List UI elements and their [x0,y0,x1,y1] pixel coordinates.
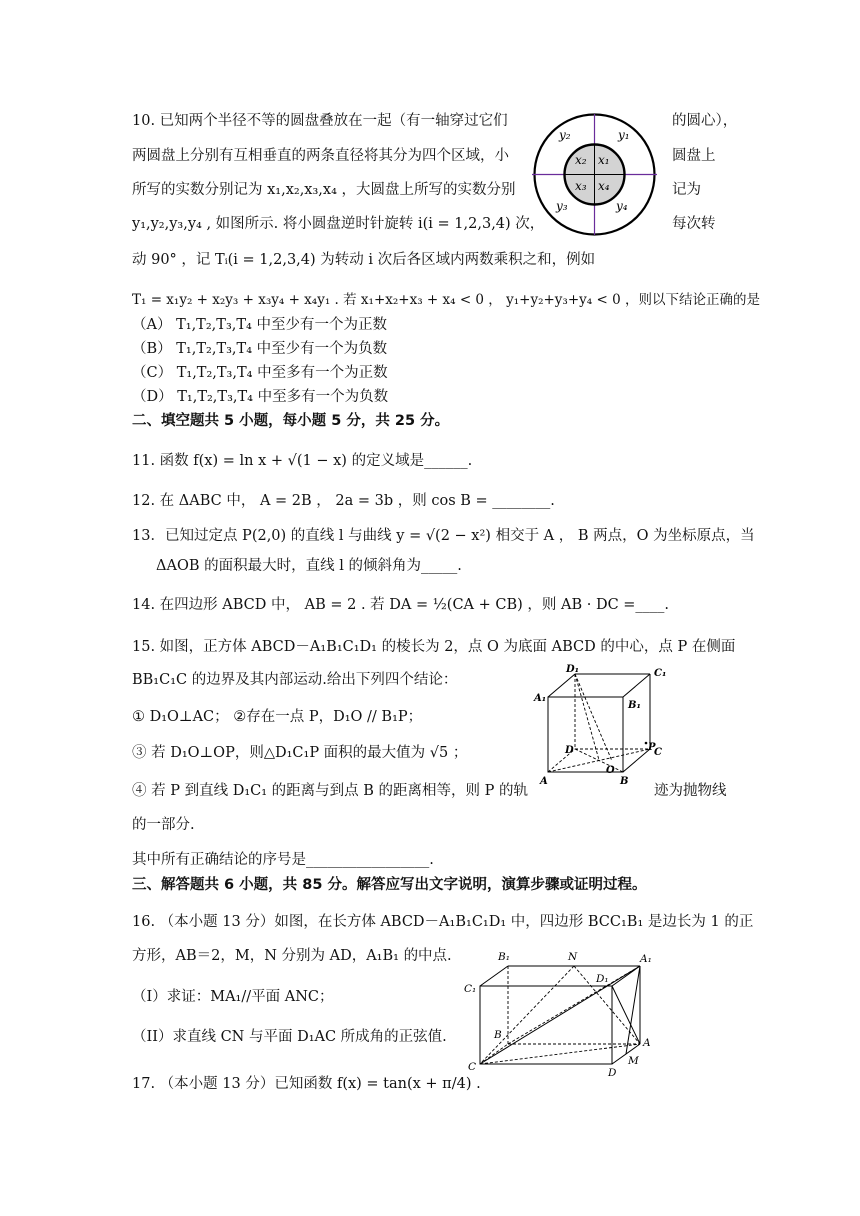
cuboid-c: C [468,1061,477,1073]
cuboid-d: D [608,1067,617,1079]
q17-text: 17. （本小题 13 分）已知函数 f(x) = tan(x + π/4) . [132,1076,481,1092]
q10-line-1: 10. 已知两个半径不等的圆盘叠放在一起（有一轴穿过它们 [132,113,508,129]
q16-line-4: （II）求直线 CN 与平面 D₁AC 所成角的正弦值. [132,1029,447,1045]
cube-c: C [654,747,662,758]
cube-a1: A₁ [534,693,547,704]
cube-b: B [620,776,629,787]
section2-heading: 二、填空题共 5 小题，每小题 5 分，共 25 分。 [132,413,450,429]
q10-line-5: 动 90° ，记 Tᵢ(i = 1,2,3,4) 为转动 i 次后各区域内两数乘积之和，例如 [132,252,596,268]
cuboid-a1: A₁ [640,953,652,965]
q10-right-2: 圆盘上 [672,148,716,164]
section3-heading: 三、解答题共 6 小题，共 85 分。解答应写出文字说明，演算步骤或证明过程。 [132,877,647,893]
q10-option-c: （C） T₁,T₂,T₃,T₄ 中至多有一个为正数 [132,365,388,381]
cuboid-b: B [494,1029,502,1041]
cuboid-a: A [643,1037,651,1049]
q15-line-3: ① D₁O⊥AC； ②存在一点 P，D₁O // B₁P； [132,709,423,725]
cube-a: A [540,776,548,787]
q10-line-4: y₁,y₂,y₃,y₄ , 如图所示. 将小圆盘逆时针旋转 i(i = 1,2,3,4) 次， [132,216,545,232]
q10-option-b: （B） T₁,T₂,T₃,T₄ 中至少有一个为负数 [132,341,388,357]
q16-line-3: （I）求证：MA₁//平面 ANC； [132,989,334,1005]
cuboid-d1: D₁ [596,973,609,985]
cube-figure [530,662,675,792]
cube-d1: D₁ [566,664,580,675]
fig-y3: y₃ [556,199,568,213]
q11-text: 11. 函数 f(x) = ln x + √(1 − x) 的定义域是______. [132,453,473,469]
cube-o: O [606,765,615,776]
q10-right-1: 的圆心）， [672,113,738,129]
cube-p: P [648,742,656,753]
q15-right: 迹为抛物线 [654,783,727,799]
fig-y4: y₄ [616,199,628,213]
q14-text: 14. 在四边形 ABCD 中， AB = 2 . 若 DA = ½(CA + CB) ，则 AB · DC =____. [132,597,670,613]
q10-line-3: 所写的实数分别记为 x₁,x₂,x₃,x₄ ，大圆盘上所写的实数分别 [132,182,516,198]
cube-c1: C₁ [654,668,667,679]
q12-text: 12. 在 ΔABC 中， A = 2B ， 2a = 3b ，则 cos B = ________. [132,493,555,509]
q10-option-d: （D） T₁,T₂,T₃,T₄ 中至多有一个为负数 [132,389,389,405]
q15-line-5: ④ 若 P 到直线 D₁C₁ 的距离与到点 B 的距离相等，则 P 的轨 [132,783,528,799]
cube-d: D [565,745,574,756]
cube-b1: B₁ [628,700,641,711]
disc-figure [532,112,657,237]
q16-line-2: 方形，AB＝2，M，N 分别为 AD，A₁B₁ 的中点. [132,948,452,964]
q10-line-2: 两圆盘上分别有互相垂直的两条直径将其分为四个区域，小 [132,148,509,164]
fig-x3: x₃ [575,179,587,193]
q10-right-4: 每次转 [672,216,716,232]
fig-y2: y₂ [559,128,571,142]
q13-line-1: 13．已知过定点 P(2,0) 的直线 l 与曲线 y = √(2 − x²) 相交于 A ， B 两点，O 为坐标原点，当 [132,528,755,544]
q16-line-1: 16. （本小题 13 分）如图，在长方体 ABCD－A₁B₁C₁D₁ 中，四边形 BCC₁B₁ 是边长为 1 的正 [132,914,754,930]
q15-line-1: 15. 如图，正方体 ABCD－A₁B₁C₁D₁ 的棱长为 2，点 O 为底面 ABCD 的中心，点 P 在侧面 [132,639,736,655]
fig-x1: x₁ [598,153,610,167]
cuboid-figure [460,946,665,1079]
fig-x2: x₂ [575,153,587,167]
fig-x4: x₄ [598,179,610,193]
cuboid-m: M [628,1055,639,1067]
cuboid-c1: C₁ [464,983,477,995]
cuboid-b1: B₁ [498,951,510,963]
fig-y1: y₁ [618,128,630,142]
q10-option-a: （A） T₁,T₂,T₃,T₄ 中至少有一个为正数 [132,317,387,333]
q15-line-6: 的一部分. [132,817,195,833]
q15-line-2: BB₁C₁C 的边界及其内部运动.给出下列四个结论： [132,672,458,688]
q10-line-6: T₁ = x₁y₂ + x₂y₃ + x₃y₄ + x₄y₁ . 若 x₁+x₂+x₃ + x₄ < 0 ， y₁+y₂+y₃+y₄ < 0 ，则以下结论正确的是 [132,292,760,308]
q13-line-2: ΔAOB 的面积最大时，直线 l 的倾斜角为_____. [156,558,462,574]
q10-right-3: 记为 [672,182,701,198]
cuboid-n: N [568,951,578,963]
q15-line-4: ③ 若 D₁O⊥OP，则△D₁C₁P 面积的最大值为 √5 ； [132,745,468,761]
q15-line-7: 其中所有正确结论的序号是_________________. [132,852,434,868]
